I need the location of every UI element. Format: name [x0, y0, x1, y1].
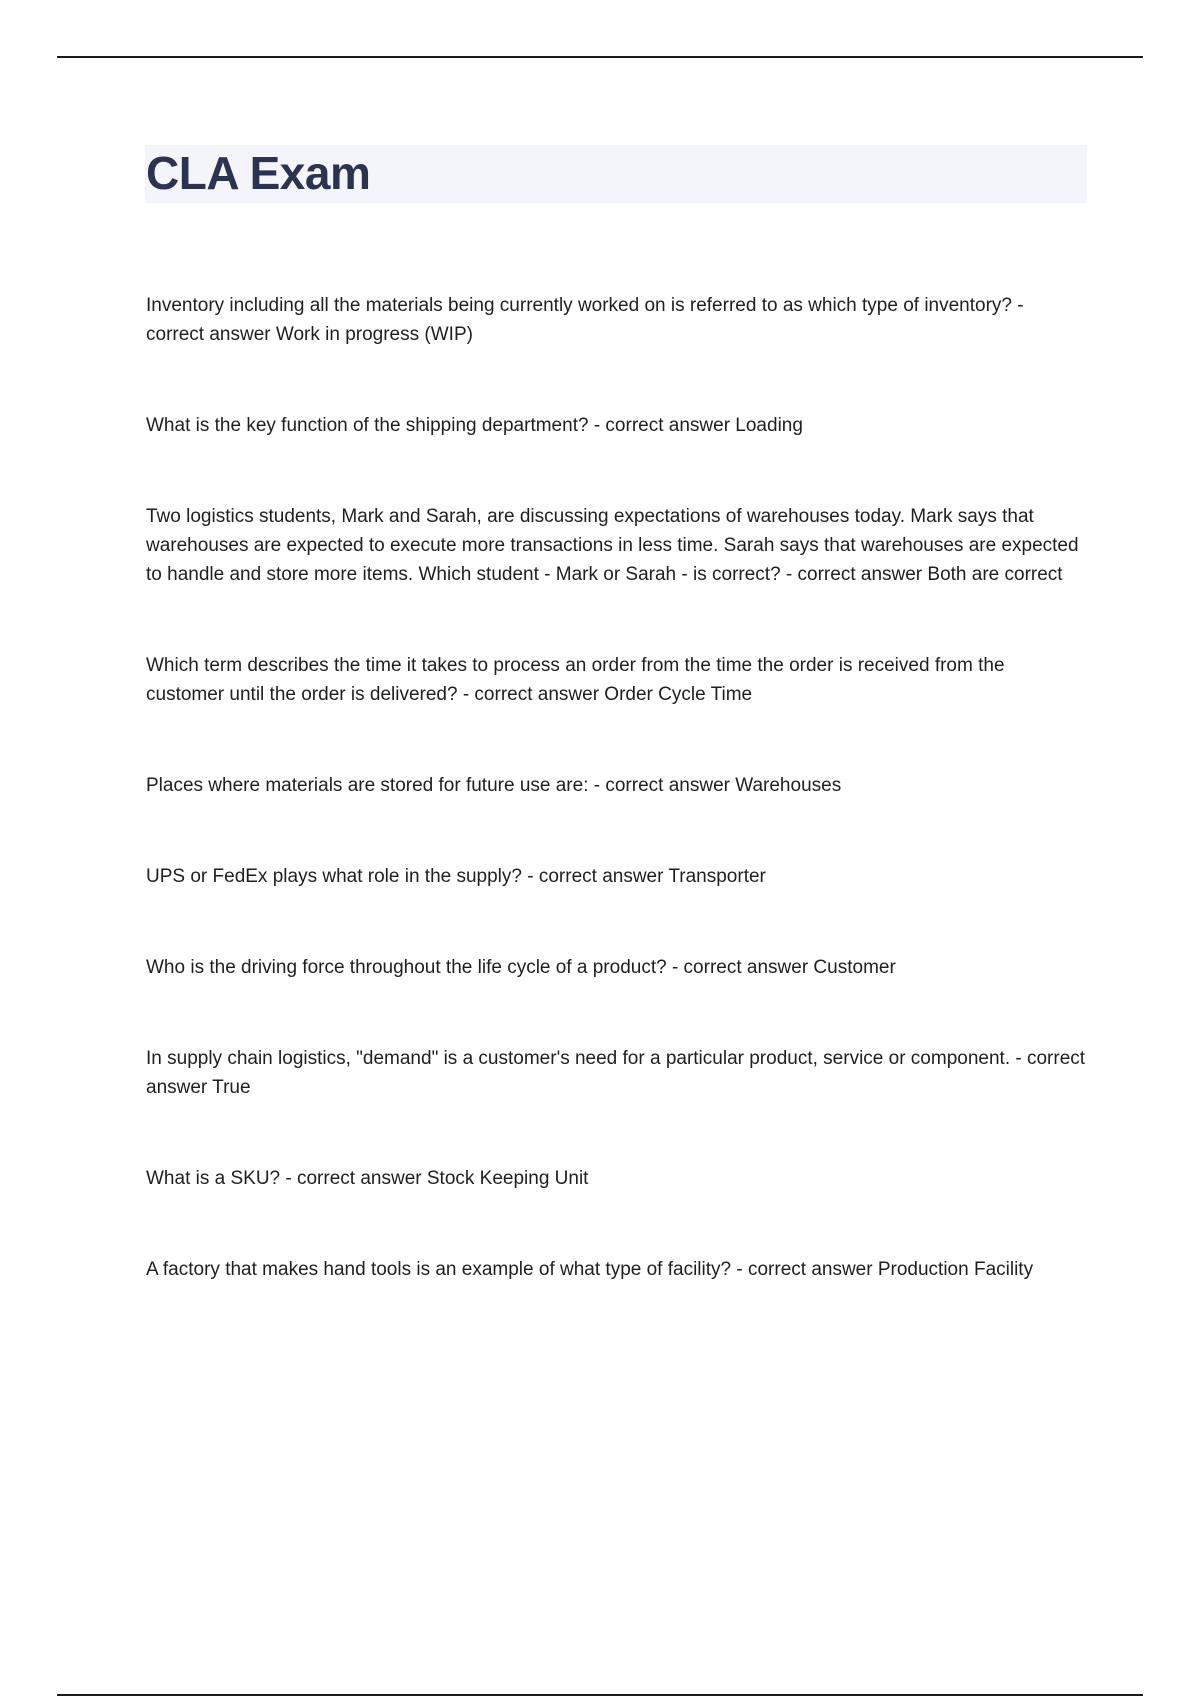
qa-item-9: What is a SKU? - correct answer Stock Keeping Unit — [146, 1168, 589, 1189]
qa-item-8: In supply chain logistics, "demand" is a customer's need for a particular product, service or component. - correct answer True — [146, 1048, 1086, 1098]
qa-item-1: Inventory including all the materials being currently worked on is referred to as which type of inventory? - correct answer Work in progress (WIP) — [146, 295, 1024, 345]
qa-item-6: UPS or FedEx plays what role in the supply? - correct answer Transporter — [146, 866, 766, 887]
bottom-divider — [57, 1694, 1143, 1696]
qa-item-3: Two logistics students, Mark and Sarah, are discussing expectations of warehouses today. Mark says that warehouses are expected to execute more transactions in less time. Sarah says that warehouses are expected to handle and store more items. Which student - Mark or Sarah - is correct? - correct answer Both are correct — [146, 506, 1079, 585]
qa-item-7: Who is the driving force throughout the life cycle of a product? - correct answer Customer — [146, 957, 896, 978]
qa-item-2: What is the key function of the shipping department? - correct answer Loading — [146, 415, 803, 436]
top-divider — [57, 56, 1143, 58]
qa-item-5: Places where materials are stored for future use are: - correct answer Warehouses — [146, 775, 842, 796]
page-title: CLA Exam — [146, 147, 371, 199]
qa-item-10: A factory that makes hand tools is an example of what type of facility? - correct answer Production Facility — [146, 1259, 1034, 1280]
qa-list — [146, 291, 1086, 1346]
qa-item-4: Which term describes the time it takes to process an order from the time the order is received from the customer until the order is delivered? - correct answer Order Cycle Time — [146, 655, 1005, 705]
